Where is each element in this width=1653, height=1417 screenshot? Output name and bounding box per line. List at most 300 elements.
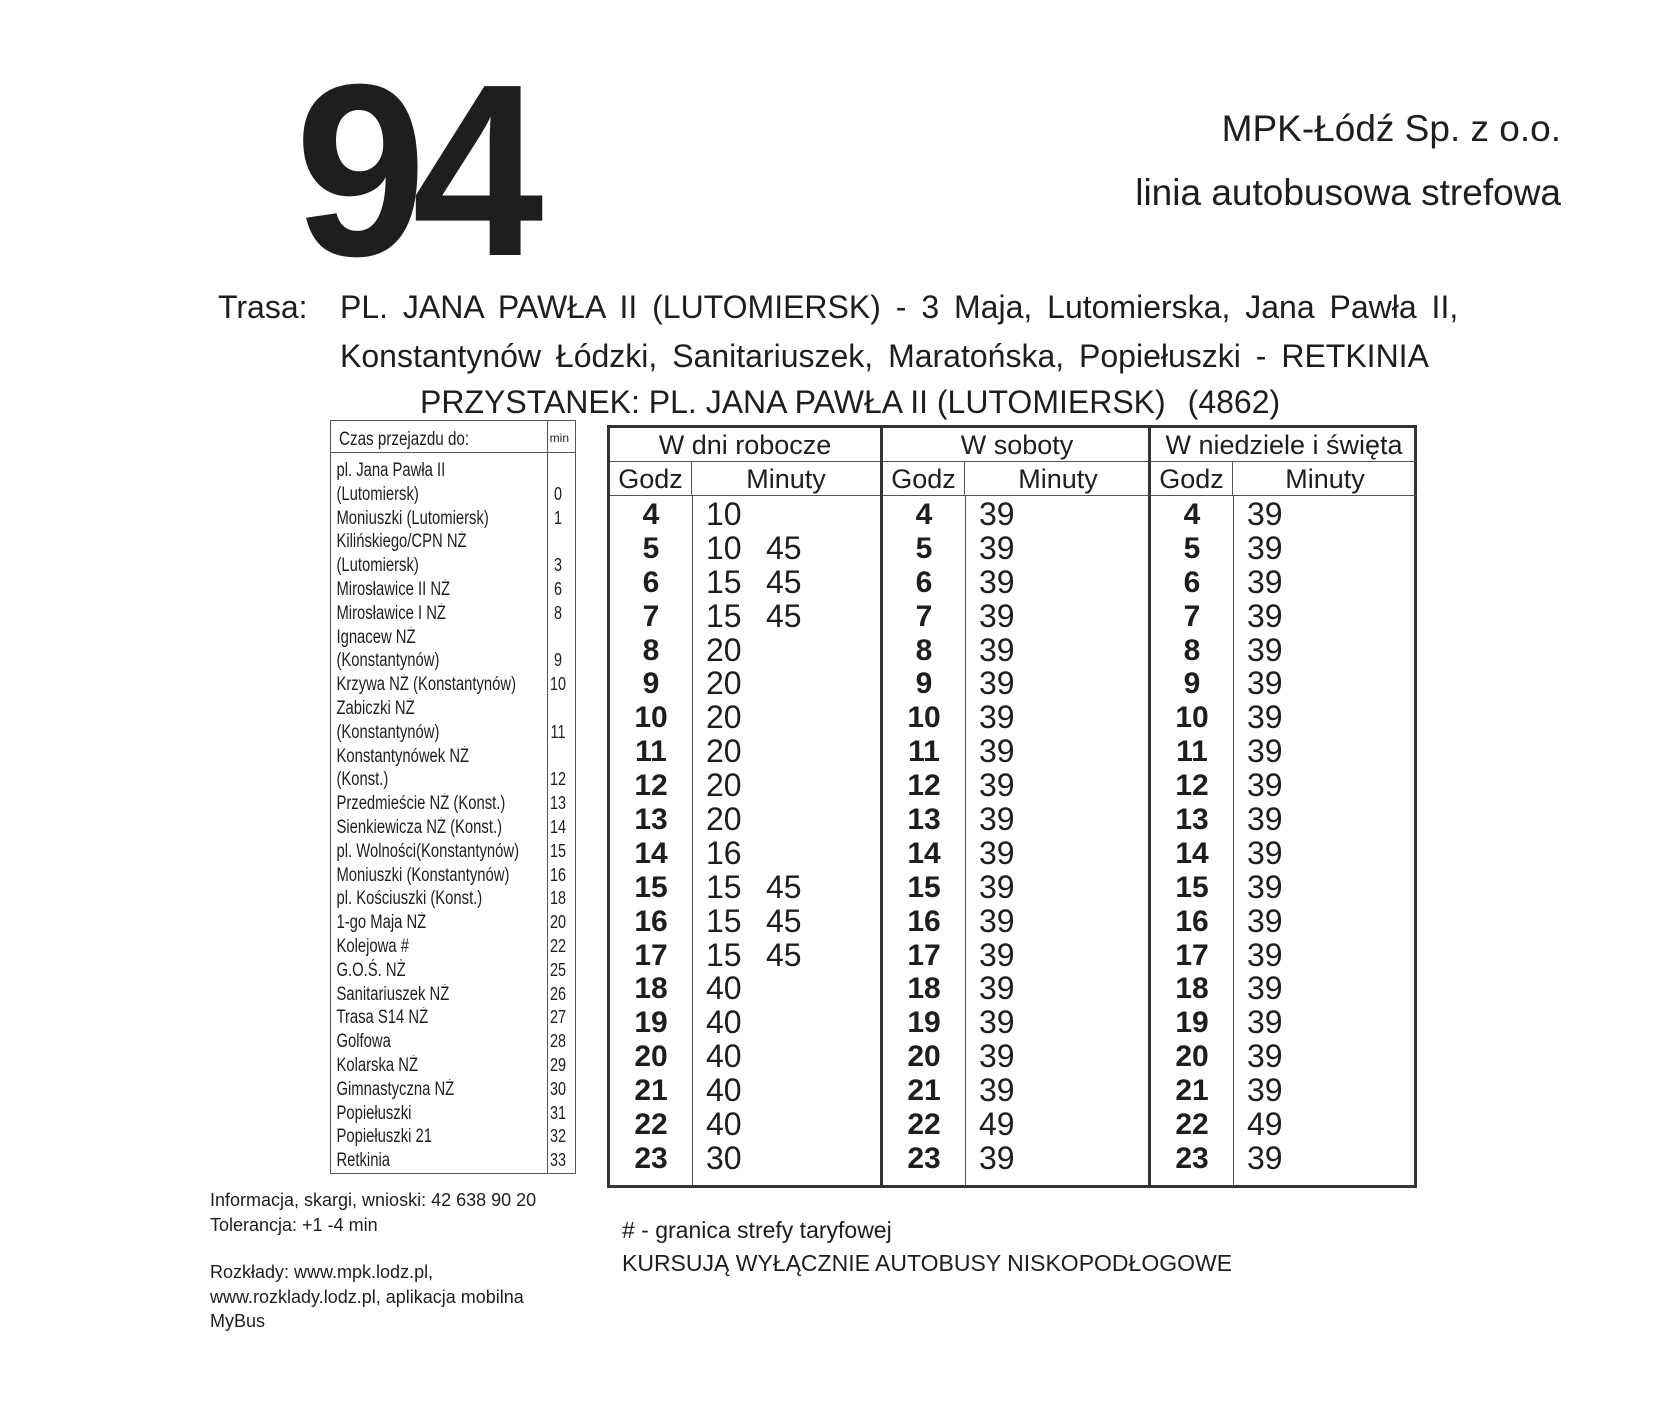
- departure-minutes: [1247, 769, 1307, 803]
- travel-stop-minutes: 33: [549, 1150, 567, 1171]
- timetable-column: [880, 428, 1151, 1185]
- departure-row: [610, 936, 880, 973]
- departure-row: [610, 803, 880, 837]
- departure-minute: 16: [706, 834, 742, 871]
- departure-minute: 39: [1247, 699, 1283, 736]
- departure-minutes: [706, 701, 766, 735]
- departure-hour: 22: [907, 1108, 941, 1142]
- departure-rows: [1151, 498, 1417, 1176]
- travel-stop-minutes: 28: [549, 1031, 567, 1052]
- departure-minutes: [979, 735, 1039, 769]
- departure-row: [610, 834, 880, 871]
- travel-row: [331, 697, 575, 721]
- departure-minutes: [979, 1074, 1039, 1108]
- departure-row: [883, 563, 1151, 600]
- route-line-2: Konstantynów Łódzki, Sanitariuszek, Maratońska, Popiełuszki - RETKINIA: [340, 338, 1429, 374]
- travel-stop-name: (Lutomiersk): [336, 555, 419, 577]
- departure-hour: 21: [1175, 1074, 1209, 1108]
- departure-row: [610, 1006, 880, 1040]
- departure-row: [1151, 631, 1417, 668]
- departure-minutes: [979, 563, 1039, 600]
- departure-minute: 15: [706, 597, 742, 634]
- departure-row: [883, 597, 1151, 634]
- travel-stop-minutes: 6: [553, 578, 562, 599]
- departure-row: [883, 667, 1151, 701]
- info-tolerance: Tolerancja: +1 -4 min: [210, 1215, 378, 1235]
- departure-minute: 10: [706, 529, 742, 566]
- departure-hour: 14: [907, 836, 941, 870]
- travel-stop-minutes: 14: [549, 816, 567, 837]
- travel-stop-name: Zabiczki NŻ: [336, 697, 415, 719]
- departure-row: [610, 631, 880, 668]
- departure-minutes: [1247, 701, 1307, 735]
- departure-minute: 45: [766, 936, 802, 973]
- route-line-1: PL. JANA PAWŁA II (LUTOMIERSK) - 3 Maja, Lutomierska, Jana Pawła II,: [340, 289, 1459, 325]
- departure-row: [1151, 1139, 1417, 1176]
- departure-minutes: [1247, 597, 1307, 634]
- travel-stop-minutes: 12: [549, 769, 567, 790]
- travel-stop-minutes: 10: [549, 674, 567, 695]
- travel-stop-name: Konstantynówek NŻ: [336, 745, 470, 767]
- timetable-column: [1148, 428, 1417, 1185]
- departure-hour: 8: [1183, 633, 1201, 667]
- departure-row: [610, 769, 880, 803]
- departure-minutes: [1247, 667, 1307, 701]
- travel-row: [331, 1102, 575, 1126]
- operator-name: MPK-Łódź Sp. z o.o.: [1221, 108, 1561, 149]
- travel-stop-minutes: 0: [553, 483, 562, 504]
- departure-rows: [883, 498, 1151, 1176]
- departure-minutes: [1247, 498, 1307, 532]
- departure-minute: 20: [706, 767, 742, 804]
- info-schedules-1: Rozkłady: www.mpk.lodz.pl,: [210, 1262, 434, 1282]
- departure-minutes: [979, 597, 1039, 634]
- travel-row: [331, 1149, 575, 1173]
- departure-minute: 20: [706, 733, 742, 770]
- travel-row: [331, 554, 575, 578]
- departure-minute: 45: [766, 597, 802, 634]
- travel-stop-minutes: 32: [549, 1126, 567, 1147]
- departure-hour: 9: [642, 667, 660, 701]
- departure-minute: 39: [1247, 631, 1283, 668]
- departure-row: [1151, 868, 1417, 905]
- departure-row: [1151, 803, 1417, 837]
- departure-rows: [610, 498, 880, 1176]
- travel-row: [331, 840, 575, 864]
- departure-minutes: [706, 529, 826, 566]
- departure-minute: 10: [706, 496, 742, 532]
- departure-minute: 40: [706, 1106, 742, 1143]
- travel-row: [331, 530, 575, 554]
- departure-minutes: [979, 868, 1039, 905]
- departure-minute: 15: [706, 868, 742, 905]
- departure-minutes: [1247, 902, 1307, 939]
- stop-label: PRZYSTANEK: PL. JANA PAWŁA II (LUTOMIERSK): [420, 384, 1166, 420]
- departure-minute: 39: [979, 1072, 1015, 1109]
- departure-minutes: [1247, 1040, 1307, 1074]
- departure-minutes: [1247, 1074, 1307, 1108]
- travel-stop-minutes: 15: [549, 840, 567, 861]
- departure-minute: 20: [706, 665, 742, 702]
- travel-row: [331, 911, 575, 935]
- departure-row: [1151, 667, 1417, 701]
- travel-stop-name: Kolarska NŻ: [336, 1054, 418, 1076]
- departure-hour: 17: [1175, 938, 1209, 972]
- departure-row: [883, 529, 1151, 566]
- travel-row: [331, 983, 575, 1007]
- departure-row: [883, 769, 1151, 803]
- travel-stop-name: Retkinia: [336, 1150, 391, 1172]
- departure-hour: 20: [634, 1040, 668, 1074]
- departure-minute: 20: [706, 631, 742, 668]
- departure-minute: 39: [1247, 970, 1283, 1007]
- departure-row: [1151, 1006, 1417, 1040]
- departure-hour: 17: [634, 938, 668, 972]
- departure-row: [1151, 972, 1417, 1006]
- departure-hour: 21: [907, 1074, 941, 1108]
- departure-row: [883, 1108, 1151, 1142]
- departure-minute: 39: [979, 1139, 1015, 1176]
- departure-hour: 18: [907, 972, 941, 1006]
- travel-row: [331, 745, 575, 769]
- departure-minutes: [706, 563, 826, 600]
- departure-minute: 15: [706, 936, 742, 973]
- departure-row: [1151, 1074, 1417, 1108]
- travel-stop-minutes: 25: [549, 959, 567, 980]
- hour-header: Godz: [1151, 462, 1233, 496]
- departure-row: [1151, 936, 1417, 973]
- low-floor-notice: KURSUJĄ WYŁĄCZNIE AUTOBUSY NISKOPODŁOGOWE: [622, 1250, 1233, 1276]
- departure-minute: 39: [979, 733, 1015, 770]
- departure-row: [610, 563, 880, 600]
- minutes-header: Minuty: [965, 462, 1151, 496]
- departure-minutes: [1247, 735, 1307, 769]
- travel-row: [331, 626, 575, 650]
- travel-stop-minutes: 31: [549, 1102, 567, 1123]
- departure-hour: 12: [634, 769, 668, 803]
- departure-row: [883, 1139, 1151, 1176]
- departure-hour: 15: [634, 870, 668, 904]
- departure-minute: 39: [1247, 868, 1283, 905]
- departure-hour: 21: [634, 1074, 668, 1108]
- departure-hour: 11: [635, 735, 667, 769]
- departure-minutes: [1247, 1108, 1307, 1142]
- departure-hour: 10: [634, 701, 668, 735]
- departure-row: [1151, 1040, 1417, 1074]
- travel-stop-name: Moniuszki (Konstantynów): [336, 864, 510, 886]
- departure-row: [883, 868, 1151, 905]
- info-schedules-3: MyBus: [210, 1311, 266, 1331]
- travel-stop-name: Popiełuszki 21: [336, 1126, 433, 1148]
- line-type: linia autobusowa strefowa: [1135, 172, 1561, 213]
- travel-row: [331, 649, 575, 673]
- travel-stop-minutes: 29: [549, 1054, 567, 1075]
- info-schedules-2: www.rozklady.lodz.pl, aplikacja mobilna: [210, 1287, 524, 1307]
- departure-row: [883, 936, 1151, 973]
- travel-stop-name: Popiełuszki: [336, 1102, 412, 1124]
- departure-row: [610, 902, 880, 939]
- departure-minute: 39: [979, 665, 1015, 702]
- travel-stop-name: 1-go Maja NŻ: [336, 912, 427, 934]
- departure-minute: 15: [706, 563, 742, 600]
- departure-hour: 4: [642, 498, 660, 531]
- travel-stop-minutes: 16: [549, 864, 567, 885]
- departure-row: [883, 972, 1151, 1006]
- departure-row: [1151, 498, 1417, 532]
- travel-row: [331, 935, 575, 959]
- departure-minutes: [1247, 834, 1307, 871]
- departure-hour: 8: [915, 633, 933, 667]
- departure-row: [883, 902, 1151, 939]
- departure-minute: 49: [1247, 1106, 1283, 1143]
- zone-legend: # - granica strefy taryfowej: [622, 1217, 892, 1243]
- travel-header: [331, 421, 575, 453]
- departure-hour: 23: [634, 1141, 668, 1175]
- travel-stop-name: pl. Jana Pawła II: [336, 460, 446, 481]
- departure-minutes: [706, 834, 766, 871]
- travel-stop-minutes: 8: [553, 602, 562, 623]
- departure-minutes: [706, 972, 766, 1006]
- departure-minutes: [706, 1074, 766, 1108]
- departure-minute: 39: [1247, 1072, 1283, 1109]
- departure-hour: 6: [642, 565, 660, 599]
- departure-row: [1151, 735, 1417, 769]
- day-type-title: W niedziele i święta: [1151, 428, 1417, 462]
- travel-stop-name: (Konstantynów): [336, 721, 440, 743]
- departure-minute: 39: [1247, 902, 1283, 939]
- day-type-title: W dni robocze: [610, 428, 880, 462]
- departure-minutes: [1247, 563, 1307, 600]
- departure-row: [883, 701, 1151, 735]
- departure-minute: 39: [1247, 496, 1283, 532]
- departure-hour: 10: [1175, 701, 1209, 735]
- departure-minutes: [979, 769, 1039, 803]
- travel-stop-minutes: 18: [549, 888, 567, 909]
- departure-minute: 39: [979, 1038, 1015, 1075]
- travel-stop-name: Mirosławice I NŻ: [336, 602, 446, 624]
- departure-row: [610, 868, 880, 905]
- departure-minutes: [706, 735, 766, 769]
- travel-row: [331, 864, 575, 888]
- departure-minutes: [979, 803, 1039, 837]
- departure-minute: 30: [706, 1139, 742, 1176]
- departure-minute: 20: [706, 699, 742, 736]
- travel-row: [331, 1125, 575, 1149]
- departure-minute: 39: [1247, 733, 1283, 770]
- travel-row: [331, 673, 575, 697]
- departure-minutes: [979, 1139, 1039, 1176]
- departure-row: [883, 735, 1151, 769]
- departure-minute: 45: [766, 529, 802, 566]
- departure-hour: 20: [907, 1040, 941, 1074]
- travel-row: [331, 1078, 575, 1102]
- departure-hour: 14: [1175, 836, 1209, 870]
- line-number: 94: [295, 33, 530, 308]
- travel-stop-name: Mirosławice II NŻ: [336, 578, 451, 600]
- departure-minutes: [706, 769, 766, 803]
- travel-stop-name: (Konst.): [336, 769, 389, 791]
- departure-minutes: [706, 1006, 766, 1040]
- departure-row: [610, 735, 880, 769]
- departure-minute: 39: [979, 529, 1015, 566]
- departure-row: [1151, 597, 1417, 634]
- departure-row: [610, 1108, 880, 1142]
- travel-stop-minutes: 26: [549, 983, 567, 1004]
- departure-minute: 39: [979, 834, 1015, 871]
- departure-hour: 9: [1183, 667, 1201, 701]
- departure-hour: 5: [1183, 531, 1201, 565]
- departure-hour: 6: [1183, 565, 1201, 599]
- departure-hour: 8: [642, 633, 660, 667]
- departure-hour: 4: [1183, 498, 1201, 531]
- departure-hour: 4: [915, 498, 933, 531]
- travel-stop-name: Kilińskiego/CPN NŻ: [336, 531, 467, 553]
- travel-stop-minutes: 3: [553, 555, 562, 576]
- departure-minute: 39: [979, 902, 1015, 939]
- departure-row: [610, 1139, 880, 1176]
- departure-row: [610, 667, 880, 701]
- travel-stop-name: Moniuszki (Lutomiersk): [336, 507, 489, 529]
- departure-hour: 9: [915, 667, 933, 701]
- travel-stop-name: Przedmieście NŻ (Konst.): [336, 793, 506, 815]
- departure-hour: 5: [642, 531, 660, 565]
- travel-header-label: Czas przejazdu do:: [339, 429, 470, 450]
- travel-row: [331, 602, 575, 626]
- travel-stop-minutes: 22: [549, 935, 567, 956]
- minutes-header: Minuty: [692, 462, 880, 496]
- hour-header: Godz: [883, 462, 965, 496]
- travel-stop-name: Krzywa NŻ (Konstantynów): [336, 674, 517, 696]
- travel-stop-minutes: 30: [549, 1078, 567, 1099]
- departure-minutes: [706, 1108, 766, 1142]
- departure-minutes: [1247, 1006, 1307, 1040]
- travel-stop-minutes: 11: [550, 721, 566, 742]
- departure-hour: 19: [634, 1006, 668, 1040]
- travel-stop-name: Gimnastyczna NŻ: [336, 1078, 455, 1100]
- departure-minutes: [979, 529, 1039, 566]
- departure-minute: 39: [1247, 936, 1283, 973]
- travel-stop-minutes: 20: [549, 912, 567, 933]
- departure-row: [1151, 529, 1417, 566]
- departure-minutes: [979, 1108, 1039, 1142]
- travel-stop-name: (Konstantynów): [336, 650, 440, 672]
- departure-hour: 7: [1183, 599, 1201, 633]
- departure-minute: 39: [979, 563, 1015, 600]
- minutes-header: Minuty: [1233, 462, 1417, 496]
- departure-minutes: [706, 936, 826, 973]
- travel-stop-name: (Lutomiersk): [336, 483, 419, 505]
- day-type-title: W soboty: [883, 428, 1151, 462]
- departure-hour: 7: [642, 599, 660, 633]
- departure-hour: 13: [907, 803, 941, 837]
- travel-row: [331, 959, 575, 983]
- departure-row: [610, 498, 880, 532]
- travel-stop-name: Sienkiewicza NŻ (Konst.): [336, 816, 503, 838]
- hour-header: Godz: [610, 462, 692, 496]
- travel-stops: [331, 459, 575, 1173]
- travel-row: [331, 1030, 575, 1054]
- travel-row: [331, 459, 575, 483]
- departure-minutes: [706, 1040, 766, 1074]
- departure-minutes: [706, 868, 826, 905]
- departure-row: [883, 1074, 1151, 1108]
- departure-minute: 40: [706, 1038, 742, 1075]
- departure-row: [1151, 563, 1417, 600]
- travel-row: [331, 792, 575, 816]
- departure-minute: 39: [979, 1004, 1015, 1041]
- travel-row: [331, 1006, 575, 1030]
- departure-minutes: [706, 498, 766, 532]
- departure-minute: 45: [766, 902, 802, 939]
- departure-hour: 23: [907, 1141, 941, 1175]
- departure-row: [610, 597, 880, 634]
- stop-heading: [420, 384, 1280, 421]
- travel-stop-name: pl. Kościuszki (Konst.): [336, 888, 483, 910]
- travel-time-table: [330, 420, 576, 1174]
- departure-row: [883, 1006, 1151, 1040]
- departure-minute: 39: [1247, 1004, 1283, 1041]
- departure-minutes: [1247, 803, 1307, 837]
- travel-header-unit: min: [549, 431, 569, 445]
- info-contact: Informacja, skargi, wnioski: 42 638 90 20: [210, 1190, 537, 1210]
- travel-row: [331, 768, 575, 792]
- departure-row: [883, 834, 1151, 871]
- departure-row: [610, 529, 880, 566]
- departure-row: [610, 972, 880, 1006]
- travel-stop-name: G.O.Ś. NŻ: [336, 959, 406, 981]
- departure-minutes: [706, 667, 766, 701]
- departure-row: [610, 1074, 880, 1108]
- departure-hour: 23: [1175, 1141, 1209, 1175]
- timetable-column: [610, 428, 880, 1185]
- travel-row: [331, 816, 575, 840]
- departure-minutes: [979, 936, 1039, 973]
- departure-minutes: [1247, 972, 1307, 1006]
- travel-stop-name: Golfowa: [336, 1031, 391, 1053]
- departure-row: [1151, 902, 1417, 939]
- departure-hour: 12: [1175, 769, 1209, 803]
- departure-hour: 15: [1175, 870, 1209, 904]
- travel-row: [331, 887, 575, 911]
- travel-stop-name: Trasa S14 NŻ: [336, 1007, 429, 1029]
- departure-minute: 40: [706, 970, 742, 1007]
- departure-timetable: [607, 425, 1417, 1188]
- departure-minutes: [979, 631, 1039, 668]
- travel-stop-name: Kolejowa #: [336, 935, 409, 957]
- travel-stop-minutes: 9: [553, 650, 562, 671]
- departure-minute: 39: [1247, 665, 1283, 702]
- departure-minutes: [979, 1006, 1039, 1040]
- departure-minutes: [979, 1040, 1039, 1074]
- departure-hour: 6: [915, 565, 933, 599]
- departure-hour: 7: [915, 599, 933, 633]
- departure-row: [1151, 701, 1417, 735]
- departure-hour: 18: [1175, 972, 1209, 1006]
- departure-hour: 11: [1176, 735, 1208, 769]
- travel-row: [331, 578, 575, 602]
- travel-row: [331, 507, 575, 531]
- departure-minute: 39: [979, 767, 1015, 804]
- departure-hour: 22: [1175, 1108, 1209, 1142]
- travel-stop-name: pl. Wolności(Konstantynów): [336, 840, 520, 862]
- departure-row: [610, 1040, 880, 1074]
- departure-hour: 10: [907, 701, 941, 735]
- travel-stop-name: Sanitariuszek NŻ: [336, 983, 450, 1005]
- departure-minutes: [1247, 1139, 1307, 1176]
- travel-row: [331, 721, 575, 745]
- departure-minute: 39: [979, 597, 1015, 634]
- travel-row: [331, 483, 575, 507]
